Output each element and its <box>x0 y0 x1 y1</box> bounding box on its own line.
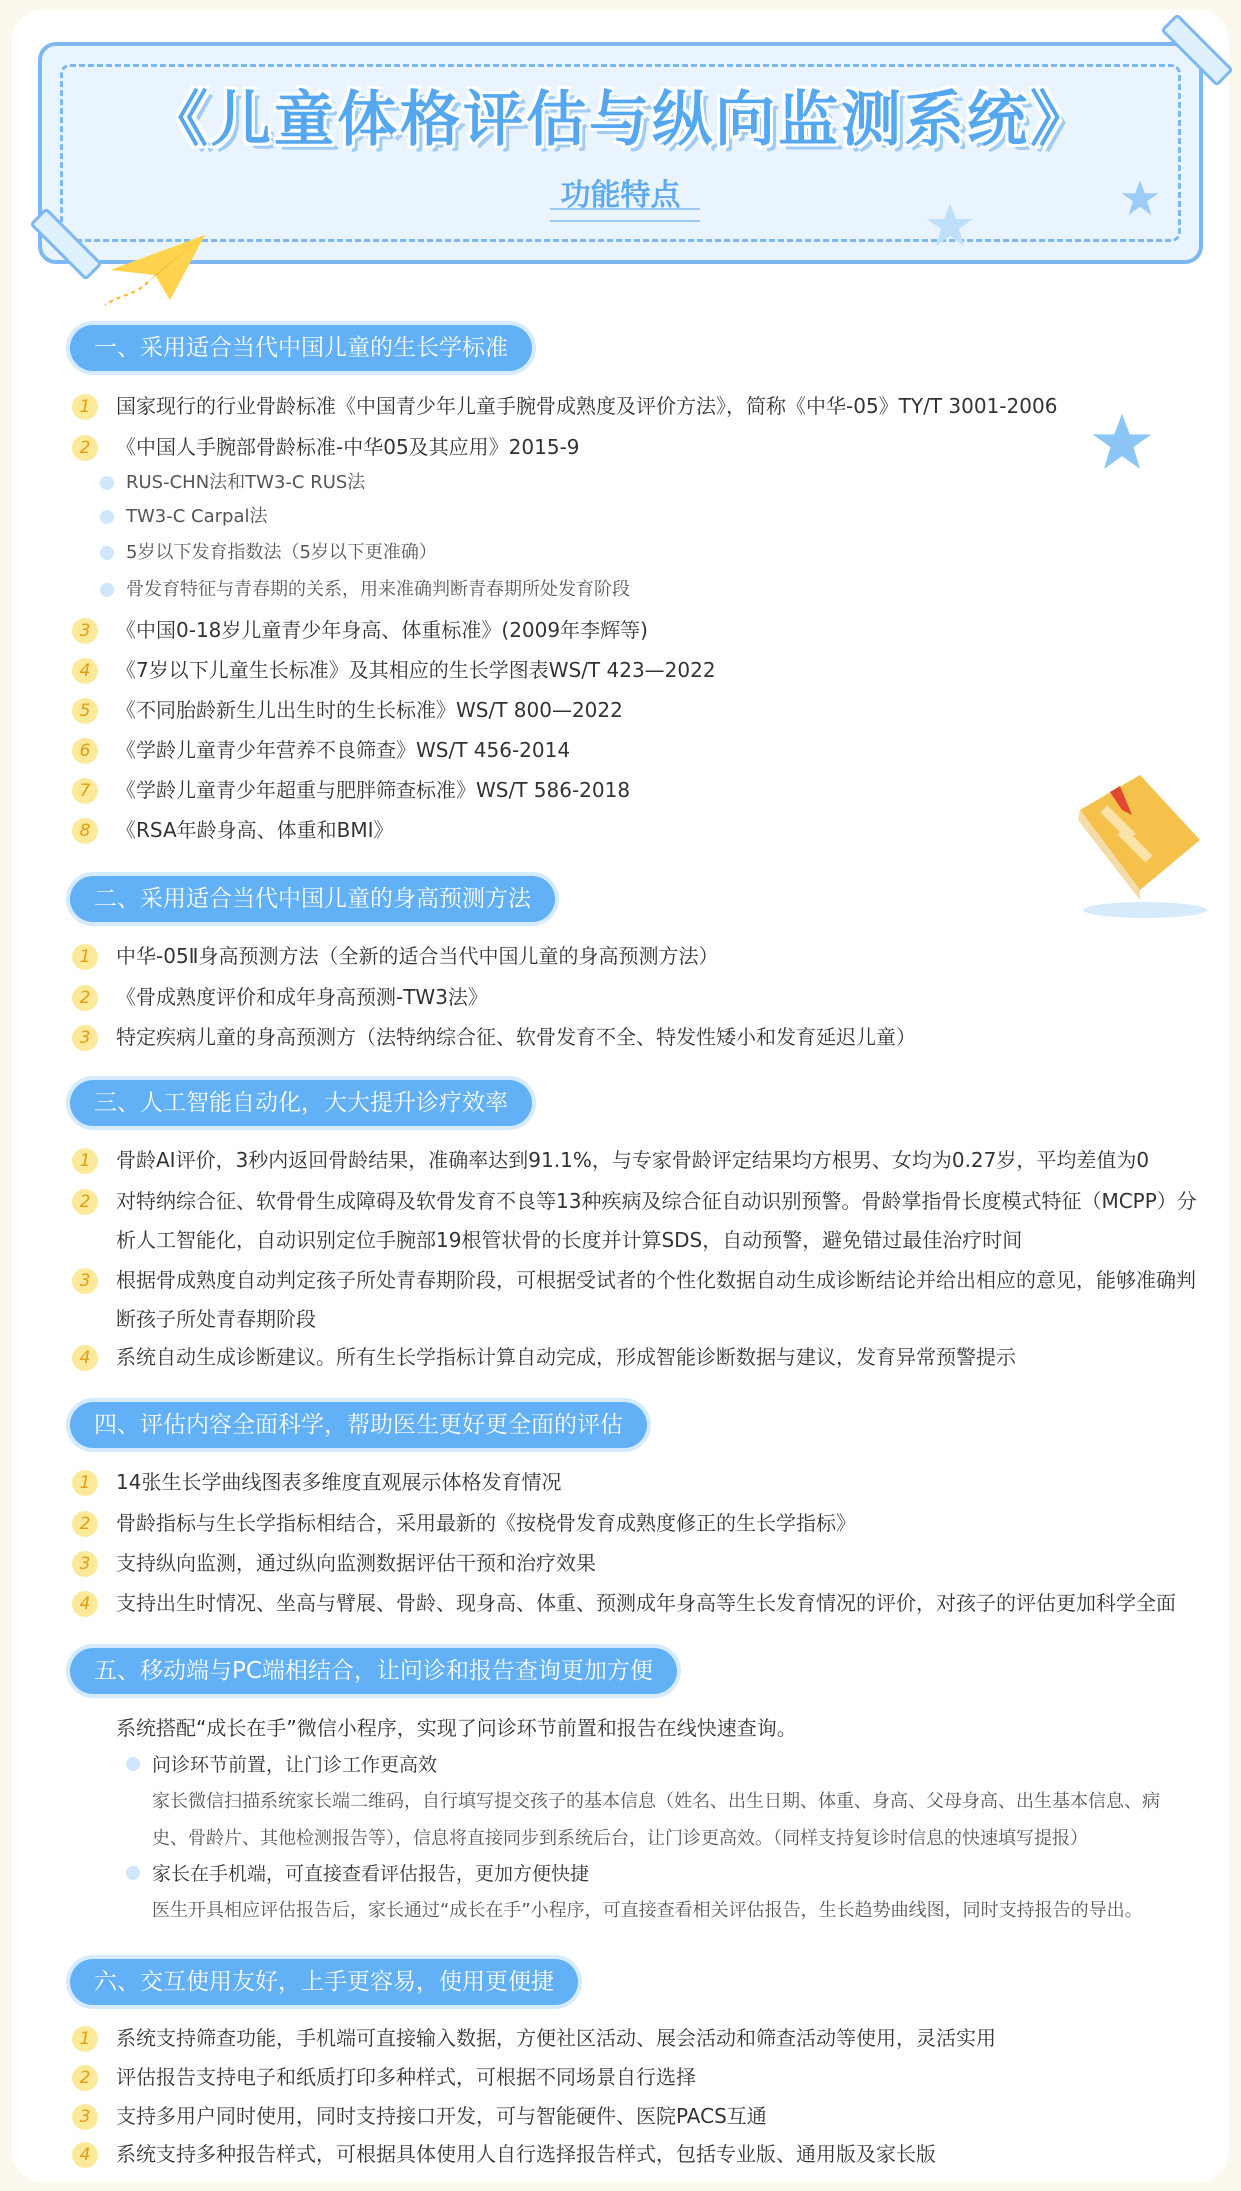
item-text: 根据骨成熟度自动判定孩子所处青春期阶段，可根据受试者的个性化数据自动生成诊断结论并给出相应的意见，能够准确判断孩子所处青春期阶段 <box>116 1268 1196 1331</box>
item-number: 2 <box>72 435 98 461</box>
item-text: 系统支持筛查功能，手机端可直接输入数据，方便社区活动、展会活动和筛查活动等使用，灵活实用 <box>116 2026 996 2050</box>
star-icon <box>925 200 975 250</box>
item-text: 系统自动生成诊断建议。所有生长学指标计算自动完成，形成智能诊断数据与建议，发育异常预警提示 <box>116 1345 1016 1369</box>
star-icon <box>1120 178 1160 218</box>
item-text: 支持出生时情况、坐高与臂展、骨龄、现身高、体重、预测成年身高等生长发育情况的评价，对孩子的评估更加科学全面 <box>116 1591 1176 1615</box>
item-text: 《不同胎龄新生儿出生时的生长标准》WS/T 800—2022 <box>116 698 623 722</box>
item-number: 2 <box>72 2065 98 2091</box>
sub-item: 骨发育特征与青春期的关系，用来准确判断青春期所处发育阶段 <box>126 573 630 607</box>
item-text: 国家现行的行业骨龄标准《中国青少年儿童手腕骨成熟度及评价方法》，简称《中华-05》TY/T 3001-2006 <box>116 394 1058 418</box>
section-header-2: 二、采用适合当代中国儿童的身高预测方法 <box>70 876 555 922</box>
item-text: 对特纳综合征、软骨骨生成障碍及软骨发育不良等13种疾病及综合征自动识别预警。骨龄掌指骨长度模式特征（MCPP）分析人工智能化，自动识别定位手腕部19根管状骨的长度并计算SDS，自动预警，避免错过最佳治疗时间 <box>116 1189 1197 1252</box>
point-heading: 家长在手机端，可直接查看评估报告，更加方便快捷 <box>152 1856 589 1892</box>
flower-bullet-icon <box>126 1866 140 1880</box>
subtitle-underline <box>550 208 700 222</box>
item-text: 骨龄AI评价，3秒内返回骨龄结果，准确率达到91.1%，与专家骨龄评定结果均方根男、女均为0.27岁，平均差值为0 <box>116 1148 1150 1172</box>
item-number: 8 <box>72 818 98 844</box>
item-text: 《骨成熟度评价和成年身高预测-TW3法》 <box>116 985 488 1009</box>
item-number: 3 <box>72 1551 98 1577</box>
item-number: 4 <box>72 2142 98 2168</box>
paper-plane-icon <box>100 230 210 310</box>
item-number: 5 <box>72 698 98 724</box>
sub-item: TW3-C Carpal法 <box>126 500 268 534</box>
item-text: 特定疾病儿童的身高预测方（法特纳综合征、软骨发育不全、特发性矮小和发育延迟儿童） <box>116 1025 916 1049</box>
point-body: 家长微信扫描系统家长端二维码，自行填写提交孩子的基本信息（姓名、出生日期、体重、身高、父母身高、出生基本信息、病史、骨龄片、其他检测报告等），信息将直接同步到系统后台，让门诊更高效。（同样支持复诊时信息的快速填写提报） <box>152 1791 1160 1849</box>
item-number: 1 <box>72 944 98 970</box>
flower-bullet-icon <box>100 476 114 490</box>
flower-bullet-icon <box>100 510 114 524</box>
item-number: 2 <box>72 985 98 1011</box>
flower-bullet-icon <box>100 546 114 560</box>
section-header-1: 一、采用适合当代中国儿童的生长学标准 <box>70 325 532 371</box>
item-text: 《RSA年龄身高、体重和BMI》 <box>116 818 394 842</box>
item-number: 7 <box>72 778 98 804</box>
item-text: 《中国人手腕部骨龄标准-中华05及其应用》2015-9 <box>116 435 580 459</box>
item-text: 《7岁以下儿童生长标准》及其相应的生长学图表WS/T 423—2022 <box>116 658 716 682</box>
item-number: 1 <box>72 1470 98 1496</box>
item-text: 中华-05Ⅱ身高预测方法（全新的适合当代中国儿童的身高预测方法） <box>116 944 719 968</box>
section-header-6: 六、交互使用友好，上手更容易，使用更便捷 <box>70 1959 578 2005</box>
section-header-4: 四、评估内容全面科学，帮助医生更好更全面的评估 <box>70 1402 647 1448</box>
item-number: 2 <box>72 1189 98 1215</box>
point-body: 医生开具相应评估报告后，家长通过“成长在手”小程序，可直接查看相关评估报告，生长趋势曲线图，同时支持报告的导出。 <box>152 1900 1143 1921</box>
item-number: 1 <box>72 394 98 420</box>
section-header-5: 五、移动端与PC端相结合，让问诊和报告查询更加方便 <box>70 1648 677 1694</box>
item-text: 14张生长学曲线图表多维度直观展示体格发育情况 <box>116 1470 562 1494</box>
item-number: 4 <box>72 1345 98 1371</box>
item-number: 4 <box>72 1591 98 1617</box>
item-number: 3 <box>72 1025 98 1051</box>
item-text: 骨龄指标与生长学指标相结合，采用最新的《按桡骨发育成熟度修正的生长学指标》 <box>116 1511 856 1535</box>
item-number: 3 <box>72 2104 98 2130</box>
point-heading: 问诊环节前置，让门诊工作更高效 <box>152 1747 437 1783</box>
page-subtitle: 功能特点 <box>560 178 681 213</box>
section-intro: 系统搭配“成长在手”微信小程序，实现了问诊环节前置和报告在线快速查询。 <box>116 1716 797 1740</box>
flower-bullet-icon <box>126 1757 140 1771</box>
item-text: 支持多用户同时使用，同时支持接口开发，可与智能硬件、医院PACS互通 <box>116 2104 767 2128</box>
item-number: 3 <box>72 618 98 644</box>
item-text: 支持纵向监测，通过纵向监测数据评估干预和治疗效果 <box>116 1551 596 1575</box>
item-text: 评估报告支持电子和纸质打印多种样式，可根据不同场景自行选择 <box>116 2065 696 2089</box>
page-title: 《儿童体格评估与纵向监测系统》 <box>148 85 1093 155</box>
item-text: 《学龄儿童青少年超重与肥胖筛查标准》WS/T 586-2018 <box>116 778 631 802</box>
item-text: 《学龄儿童青少年营养不良筛查》WS/T 456-2014 <box>116 738 571 762</box>
item-number: 1 <box>72 2026 98 2052</box>
section-header-3: 三、人工智能自动化，大大提升诊疗效率 <box>70 1080 532 1126</box>
sub-item: RUS-CHN法和TW3-C RUS法 <box>126 466 365 500</box>
item-number: 6 <box>72 738 98 764</box>
item-number: 2 <box>72 1511 98 1537</box>
sub-item: 5岁以下发育指数法（5岁以下更准确） <box>126 536 437 570</box>
flower-bullet-icon <box>100 583 114 597</box>
item-text: 《中国0-18岁儿童青少年身高、体重标准》(2009年李辉等) <box>116 618 648 642</box>
item-number: 1 <box>72 1148 98 1174</box>
item-number: 4 <box>72 658 98 684</box>
item-number: 3 <box>72 1268 98 1294</box>
item-text: 系统支持多种报告样式，可根据具体使用人自行选择报告样式，包括专业版、通用版及家长版 <box>116 2142 936 2166</box>
